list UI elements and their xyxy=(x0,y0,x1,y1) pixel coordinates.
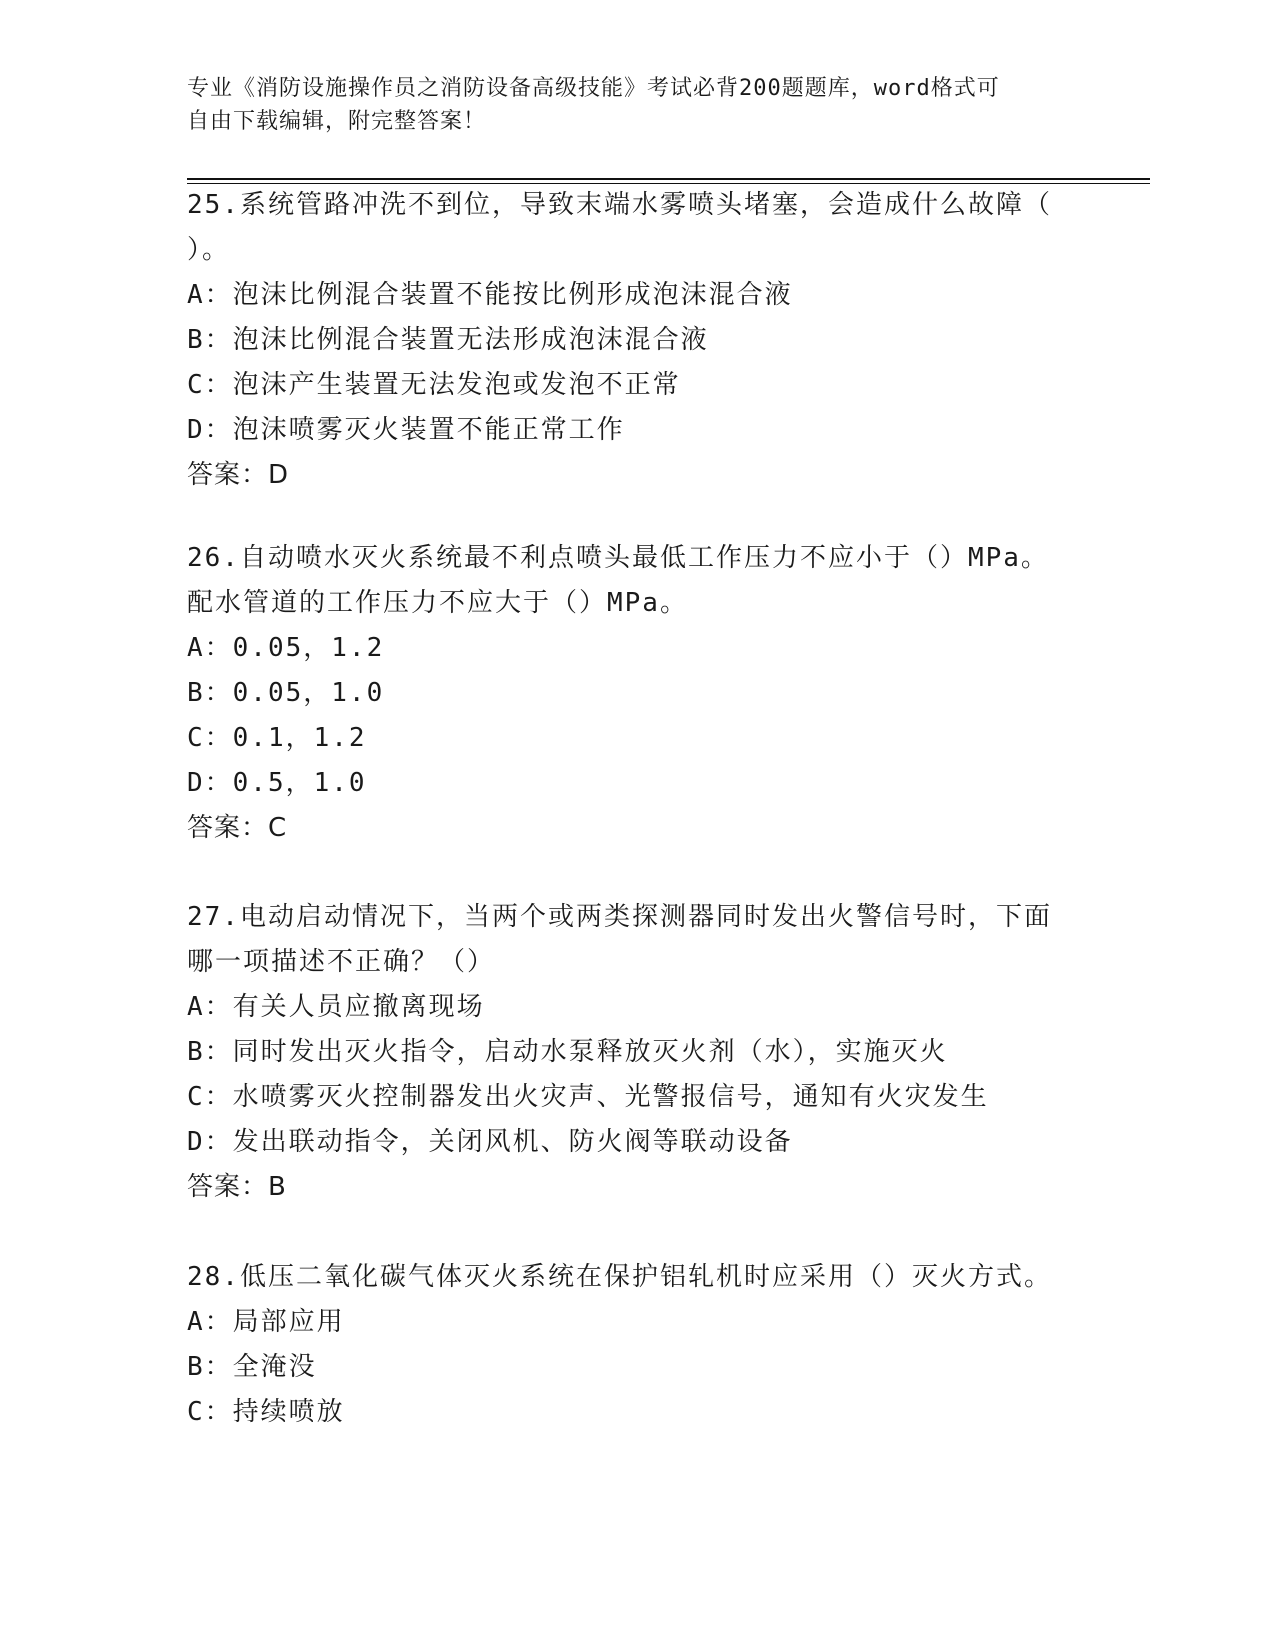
question-stem-line: 26.自动喷水灭火系统最不利点喷头最低工作压力不应小于（）MPa。 xyxy=(187,543,1049,573)
option-a: A：有关人员应撤离现场 xyxy=(187,992,485,1022)
option-d: D：0.5，1.0 xyxy=(187,768,367,798)
option-a: A：0.05，1.2 xyxy=(187,633,385,663)
question-stem xyxy=(187,536,1087,626)
option-b: B：0.05，1.0 xyxy=(187,678,385,708)
question-stem-line: 配水管道的工作压力不应大于（）MPa。 xyxy=(187,588,688,618)
option-d: D：泡沫喷雾灭火装置不能正常工作 xyxy=(187,415,625,445)
question-stem-line: 27.电动启动情况下，当两个或两类探测器同时发出火警信号时，下面 xyxy=(187,902,1052,932)
option-d: D：发出联动指令，关闭风机、防火阀等联动设备 xyxy=(187,1127,793,1157)
question-stem-line: 25.系统管路冲洗不到位，导致末端水雾喷头堵塞，会造成什么故障（ xyxy=(187,190,1052,220)
option-a: A：局部应用 xyxy=(187,1307,345,1337)
question-28 xyxy=(187,1255,1087,1435)
option-c: C：0.1，1.2 xyxy=(187,723,367,753)
document-header xyxy=(187,72,1067,138)
option-c: C：水喷雾灭火控制器发出火灾声、光警报信号，通知有火灾发生 xyxy=(187,1082,989,1112)
question-27 xyxy=(187,895,1087,1210)
option-b: B：全淹没 xyxy=(187,1352,317,1382)
question-stem xyxy=(187,183,1087,273)
header-line-1: 专业《消防设施操作员之消防设备高级技能》考试必背200题题库，word格式可 xyxy=(187,76,1000,101)
option-c: C：持续喷放 xyxy=(187,1397,345,1427)
question-stem-line: 28.低压二氧化碳气体灭火系统在保护铝轧机时应采用（）灭火方式。 xyxy=(187,1262,1052,1292)
answer-line: 答案：B xyxy=(187,1172,287,1202)
option-a: A：泡沫比例混合装置不能按比例形成泡沫混合液 xyxy=(187,280,793,310)
option-c: C：泡沫产生装置无法发泡或发泡不正常 xyxy=(187,370,681,400)
header-divider-thick xyxy=(187,178,1150,180)
option-b: B：同时发出灭火指令，启动水泵释放灭火剂（水），实施灭火 xyxy=(187,1037,948,1067)
question-stem-line: ）。 xyxy=(187,235,231,265)
question-26 xyxy=(187,536,1087,851)
answer-line: 答案：C xyxy=(187,813,288,843)
answer-line: 答案：D xyxy=(187,460,290,490)
header-line-2: 自由下载编辑，附完整答案！ xyxy=(187,109,487,134)
question-stem-line: 哪一项描述不正确？（） xyxy=(187,947,496,977)
question-25 xyxy=(187,183,1087,498)
question-stem xyxy=(187,895,1087,985)
option-b: B：泡沫比例混合装置无法形成泡沫混合液 xyxy=(187,325,709,355)
question-stem xyxy=(187,1255,1087,1300)
